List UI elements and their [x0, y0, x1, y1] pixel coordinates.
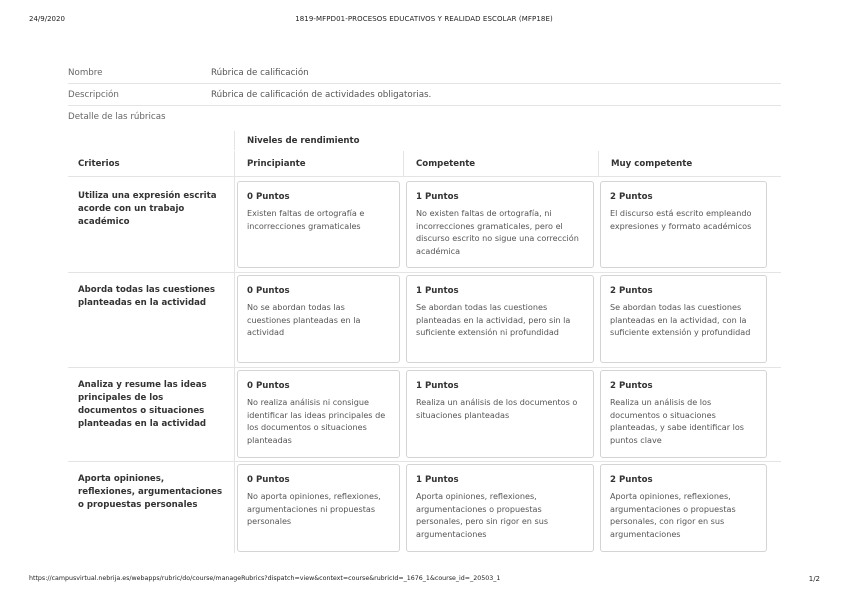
- criteria-heading: Criterios: [78, 159, 120, 169]
- levels-heading: Niveles de rendimiento: [234, 131, 781, 150]
- criterion-2: Aborda todas las cuestiones planteadas en la actividad: [78, 285, 215, 308]
- points: 2 Puntos: [610, 192, 653, 202]
- level-heading-very-competent: Muy competente: [598, 151, 781, 177]
- points: 1 Puntos: [416, 381, 459, 391]
- description: Se abordan todas las cuestiones planteadas en la actividad, con la suficiente extensión y profundidad: [610, 302, 751, 337]
- header-divider: [68, 176, 781, 177]
- meta-row-name: [68, 62, 781, 84]
- cell-2-very-competent: [600, 275, 767, 363]
- description: Realiza un análisis de los documentos o situaciones planteadas: [416, 397, 578, 420]
- name-label: Nombre: [68, 67, 103, 78]
- points: 0 Puntos: [247, 192, 290, 202]
- row-divider: [68, 367, 781, 368]
- points: 0 Puntos: [247, 475, 290, 485]
- description: Realiza un análisis de los documentos o situaciones planteadas, y sabe identificar los puntos clave: [610, 397, 745, 445]
- points: 1 Puntos: [416, 475, 459, 485]
- name-value: Rúbrica de calificación: [211, 67, 309, 78]
- criterion-3: Analiza y resume las ideas principales de los documentos o situaciones planteadas en la actividad: [78, 380, 207, 429]
- description: No realiza análisis ni consigue identificar las ideas principales de los documentos o situaciones planteadas: [247, 397, 386, 445]
- points: 0 Puntos: [247, 286, 290, 296]
- points: 2 Puntos: [610, 286, 653, 296]
- cell-4-competent: [406, 464, 594, 552]
- description: El discurso está escrito empleando expresiones y formato académicos: [610, 208, 752, 231]
- row-divider: [68, 272, 781, 273]
- points: 2 Puntos: [610, 475, 653, 485]
- cell-2-beginner: [237, 275, 400, 363]
- cell-3-beginner: [237, 370, 400, 458]
- description: Aporta opiniones, reflexiones, argumentaciones o propuestas personales, con rigor en sus argumentaciones: [610, 491, 736, 539]
- detail-label: Detalle de las rúbricas: [68, 111, 166, 122]
- page-number: 1/2: [808, 575, 820, 583]
- points: 1 Puntos: [416, 192, 459, 202]
- points: 0 Puntos: [247, 381, 290, 391]
- description: No se abordan todas las cuestiones planteadas en la actividad: [247, 302, 361, 337]
- cell-3-competent: [406, 370, 594, 458]
- level-heading-beginner: Principiante: [234, 151, 403, 177]
- points: 2 Puntos: [610, 381, 653, 391]
- criteria-column-divider: [234, 177, 235, 553]
- cell-4-very-competent: [600, 464, 767, 552]
- row-divider: [68, 461, 781, 462]
- print-url: https://campusvirtual.nebrija.es/webapps/rubric/do/course/manageRubrics?dispatch=view&context=course&rubricId=_1676_1&course_id=_20503_1: [29, 575, 501, 582]
- cell-1-beginner: [237, 181, 400, 268]
- criterion-1: Utiliza una expresión escrita acorde con un trabajo académico: [78, 191, 217, 227]
- print-date: 24/9/2020: [29, 15, 65, 23]
- cell-4-beginner: [237, 464, 400, 552]
- meta-row-description: [68, 84, 781, 106]
- description-value: Rúbrica de calificación de actividades obligatorias.: [211, 89, 432, 100]
- cell-3-very-competent: [600, 370, 767, 458]
- rubric-meta: [68, 62, 781, 127]
- description: No aporta opiniones, reflexiones, argumentaciones ni propuestas personales: [247, 491, 381, 526]
- description: No existen faltas de ortografía, ni incorrecciones gramaticales, pero el discurso escrito no sigue una corrección académica: [416, 208, 579, 256]
- criterion-4: Aporta opiniones, reflexiones, argumentaciones o propuestas personales: [78, 474, 223, 510]
- description: Aporta opiniones, reflexiones, argumentaciones o propuestas personales, pero sin rigor en sus argumentaciones: [416, 491, 549, 539]
- meta-row-detail: [68, 106, 781, 127]
- description: Existen faltas de ortografía e incorrecciones gramaticales: [247, 208, 365, 231]
- cell-1-very-competent: [600, 181, 767, 268]
- description-label: Descripción: [68, 89, 119, 100]
- points: 1 Puntos: [416, 286, 459, 296]
- cell-1-competent: [406, 181, 594, 268]
- level-heading-competent: Competente: [403, 151, 598, 177]
- print-title: 1819-MFPD01-PROCESOS EDUCATIVOS Y REALIDAD ESCOLAR (MFP18E): [295, 15, 553, 23]
- cell-2-competent: [406, 275, 594, 363]
- description: Se abordan todas las cuestiones planteadas en la actividad, pero sin la suficiente extensión ni profundidad: [416, 302, 571, 337]
